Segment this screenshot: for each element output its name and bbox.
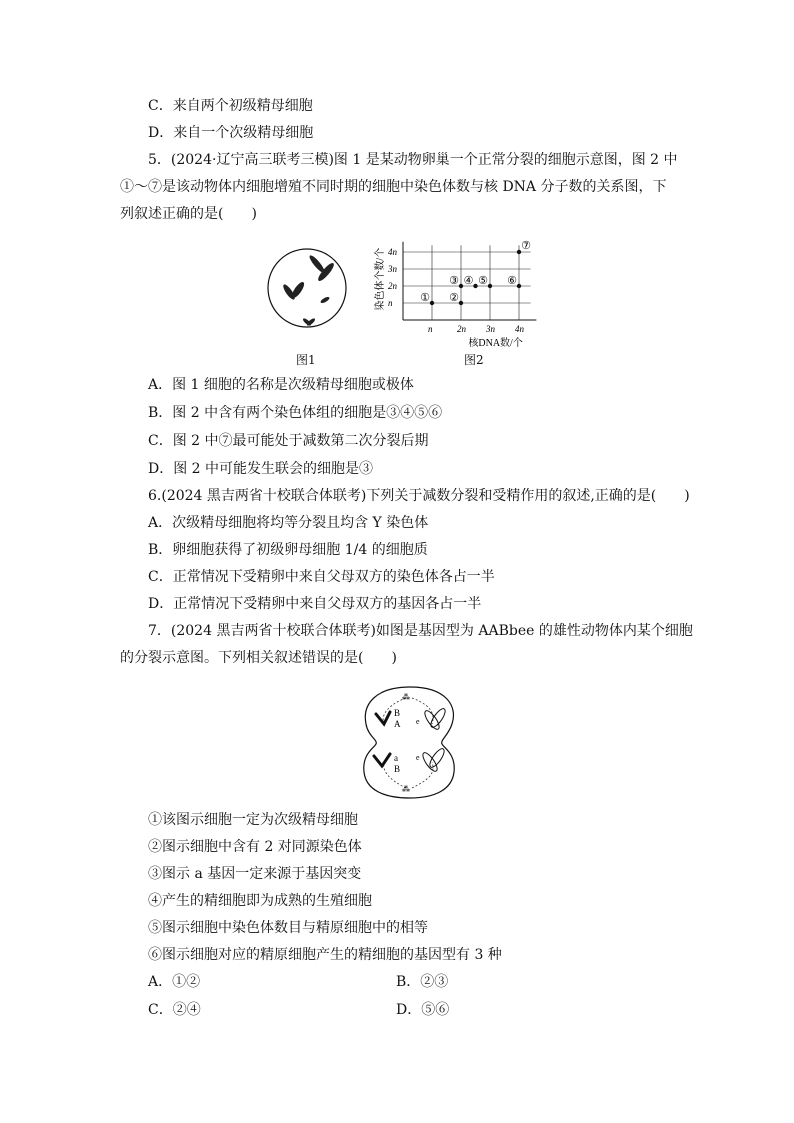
- q7-statement-5: ⑤图示细胞中染色体数目与精原细胞中的相等: [148, 920, 428, 936]
- gene-label-A-top: A: [394, 719, 401, 729]
- q7-answer-b: B．②③: [396, 974, 449, 990]
- option-d: D．来自一个次级精母细胞: [148, 125, 314, 141]
- data-point: [517, 284, 521, 288]
- q7-statement-2: ②图示细胞中含有 2 对同源染色体: [148, 839, 362, 855]
- cell-membrane: [268, 249, 346, 327]
- data-label: ②: [449, 292, 459, 304]
- data-point: [473, 284, 477, 288]
- gene-label-e-top: e: [416, 717, 420, 726]
- y-tick-label: 2n: [388, 281, 397, 291]
- chromosome-group: [281, 254, 335, 327]
- data-point: [459, 301, 463, 305]
- q6-option-c: C．正常情况下受精卵中来自父母双方的染色体各占一半: [148, 569, 495, 585]
- q5-line-1: 5．(2024·辽宁高三联考三模)图 1 是某动物卵巢一个正常分裂的细胞示意图，图 2 中: [148, 152, 678, 168]
- svg-text:⁂: ⁂: [402, 785, 410, 794]
- q6-line-1: 6.(2024 黑吉两省十校联合体联考)下列关于减数分裂和受精作用的叙述,正确的是( ): [148, 488, 690, 504]
- q5-line-3: 列叙述正确的是( ): [120, 206, 257, 222]
- chromosome-bottom-left: [374, 754, 390, 766]
- gene-label-e-bottom: e: [416, 753, 420, 762]
- q7-line-1: 7．(2024 黑吉两省十校联合体联考)如图是基因型为 AABbee 的雄性动物体内某个细胞: [148, 623, 693, 639]
- q6-option-a: A．次级精母细胞将均等分裂且均含 Y 染色体: [148, 515, 429, 531]
- data-point: [430, 301, 434, 305]
- x-tick-label: 2n: [457, 324, 466, 334]
- data-label: ④: [463, 275, 474, 287]
- figure-2-caption: 图2: [464, 353, 484, 367]
- data-point: [488, 284, 492, 288]
- chromosome-top-left: [376, 712, 390, 724]
- q7-statement-4: ④产生的精细胞即为成熟的生殖细胞: [148, 893, 372, 909]
- q5-option-b: B．图 2 中含有两个染色体组的细胞是③④⑤⑥: [148, 405, 443, 421]
- data-label: ⑥: [507, 275, 517, 287]
- x-tick-label: n: [428, 324, 433, 334]
- option-c: C．来自两个初级精母细胞: [148, 98, 313, 114]
- q6-option-d: D．正常情况下受精卵中来自父母双方的基因各占一半: [148, 596, 482, 612]
- q7-statement-1: ①该图示细胞一定为次级精母细胞: [148, 812, 358, 828]
- figure-1-caption: 图1: [296, 353, 316, 367]
- data-point: [459, 284, 463, 288]
- gene-label-a-bottom: a: [394, 753, 398, 763]
- y-tick-label: n: [388, 298, 393, 308]
- x-tick-label: 3n: [486, 324, 495, 334]
- q7-dividing-cell-figure: [360, 684, 460, 802]
- data-label: ①: [420, 292, 430, 304]
- data-label: ③: [449, 275, 459, 287]
- q7-statement-3: ③图示 a 基因一定来源于基因突变: [148, 866, 362, 882]
- data-label: ⑤: [478, 275, 488, 287]
- svg-text:⁂: ⁂: [402, 693, 410, 702]
- q7-answer-d: D．⑤⑥: [396, 1002, 450, 1018]
- q7-line-2: 的分裂示意图。下列相关叙述错误的是( ): [120, 650, 397, 666]
- q5-line-2: ①～⑦是该动物体内细胞增殖不同时期的细胞中染色体数与核 DNA 分子数的关系图，下: [120, 179, 667, 195]
- data-label: ⑦: [521, 240, 531, 252]
- x-axis-title: 核DNA数/个: [468, 338, 523, 349]
- q7-statement-6: ⑥图示细胞对应的精原细胞产生的精细胞的基因型有 3 种: [148, 947, 502, 963]
- y-tick-label: 3n: [388, 264, 397, 274]
- q5-option-a: A．图 1 细胞的名称是次级精母细胞或极体: [148, 377, 414, 393]
- q7-answer-c: C．②④: [148, 1002, 201, 1018]
- y-tick-label: 4n: [388, 247, 397, 257]
- gene-label-B-top: B: [394, 708, 401, 718]
- figure-1-cell-diagram: [265, 238, 355, 348]
- x-tick-label: 4n: [515, 324, 524, 334]
- figure-2-chart: [365, 228, 555, 353]
- cell-outline: [364, 687, 454, 798]
- q7-answer-a: A．①②: [148, 974, 201, 990]
- q6-option-b: B．卵细胞获得了初级卵母细胞 1/4 的细胞质: [148, 542, 428, 558]
- gene-label-B-bottom: B: [394, 764, 401, 774]
- q5-option-d: D．图 2 中可能发生联会的细胞是③: [148, 461, 374, 477]
- q5-option-c: C．图 2 中⑦最可能处于减数第二次分裂后期: [148, 433, 429, 449]
- y-axis-title: 染色体个数/个: [375, 247, 386, 311]
